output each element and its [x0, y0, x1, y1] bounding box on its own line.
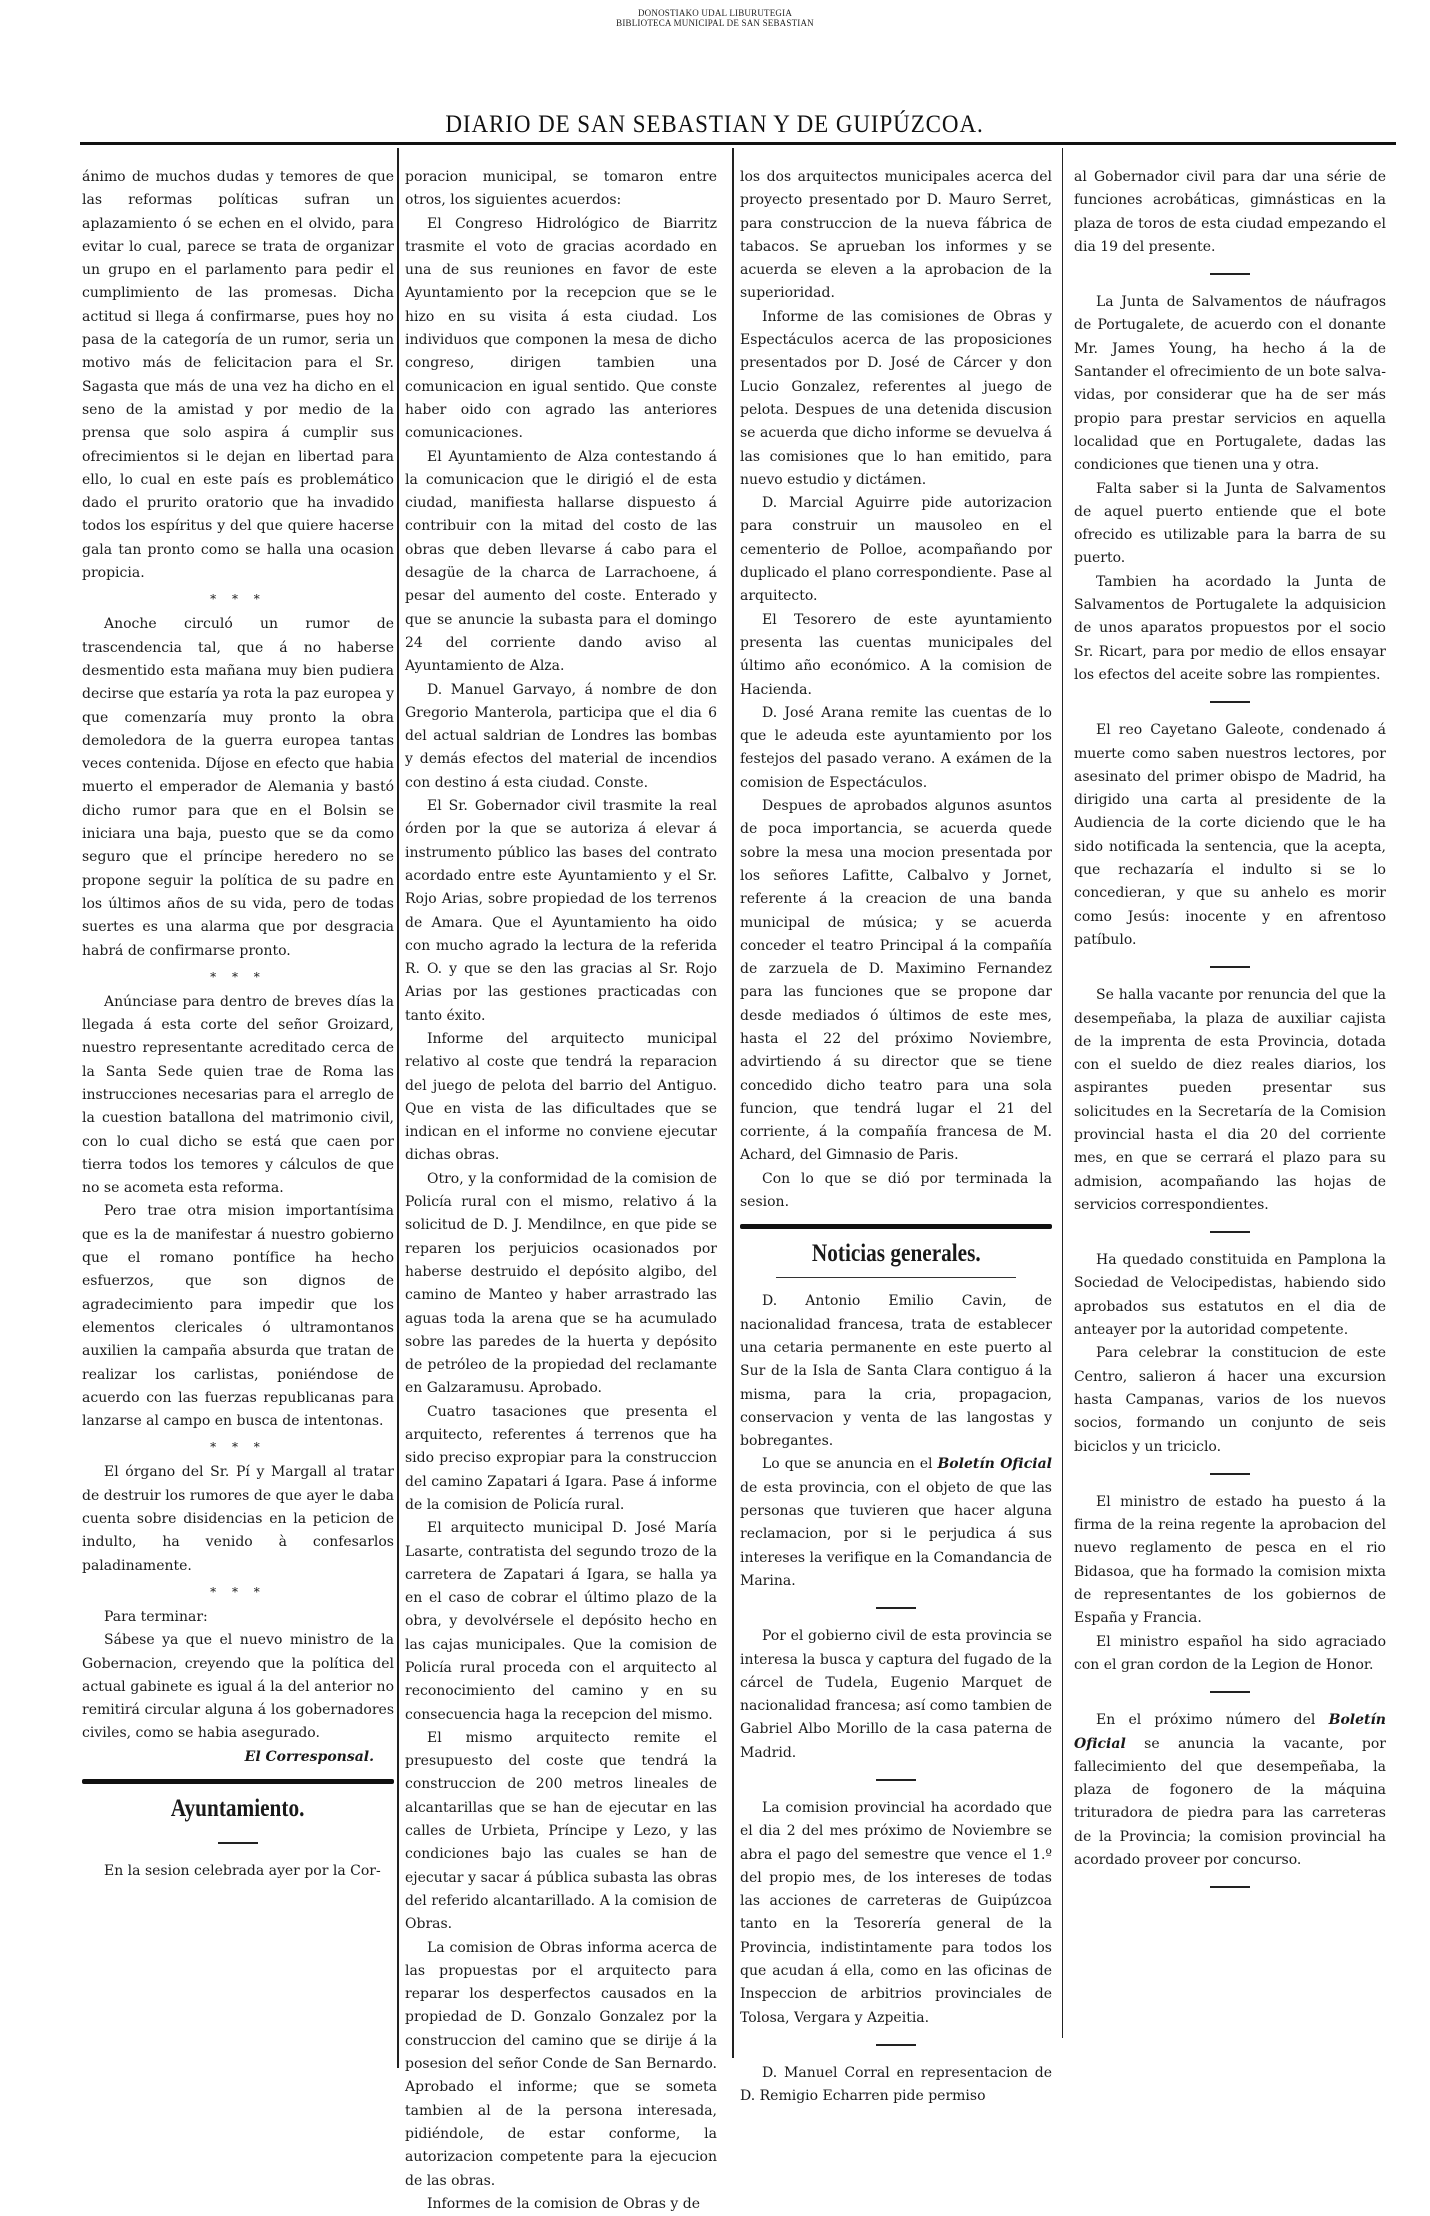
article-paragraph: El órgano del Sr. Pí y Margall al tratar de destruir los rumores de que ayer le daba cuenta sobre disidencias en la peticion de indulto, ha venido à confesarlos paladinamente.: [82, 1464, 394, 1574]
article-paragraph: El Tesorero de este ayuntamiento presenta las cuentas municipales del último año económico. A la comision de Hacienda.: [740, 611, 1052, 698]
masthead-rule: [80, 142, 1396, 145]
short-rule-divider: [1210, 701, 1250, 703]
article-paragraph: D. Marcial Aguirre pide autorizacion para construir un mausoleo en el cementerio de Polloe, acompañando por duplicado el plano correspondiente. Pase al arquitecto.: [740, 495, 1052, 605]
article-paragraph: Ha quedado constituida en Pamplona la Sociedad de Velocipedistas, habiendo sido aprobados sus estatutos en el dia de anteayer por la autoridad competente.: [1074, 1252, 1386, 1339]
article-paragraph: poracion municipal, se tomaron entre otros, los siguientes acuerdos:: [405, 169, 717, 209]
article-paragraph: Por el gobierno civil de esta provincia se interesa la busca y captura del fugado de la cárcel de Tudela, Eugenio Marquet de nacionalidad francesa; así como tambien de Gabriel Albo Morillo de la casa paterna de Madrid.: [740, 1628, 1052, 1761]
article-paragraph: El Congreso Hidrológico de Biarritz trasmite el voto de gracias acordado en una de sus reuniones en favor de este Ayuntamiento por la recepcion que se le hizo en su visita á esta ciudad. Los individuos que componen la mesa de dicho congreso, dirigen tambien una comunicacion en igual sentido. Que conste haber oido con agrado las anteriores comunicaciones.: [405, 215, 717, 442]
column-1: [82, 166, 394, 1883]
article-paragraph: Para terminar:: [104, 1608, 208, 1625]
thin-rule-divider: [776, 1277, 1016, 1278]
short-rule-divider: [1210, 966, 1250, 968]
short-rule-divider: [876, 1607, 916, 1609]
article-paragraph: [1074, 1709, 1386, 1872]
article-paragraph: La Junta de Salvamentos de náufragos de Portugalete, de acuerdo con el donante Mr. James Young, ha hecho á la de Santander el ofrecimiento de un bote salva-vidas, por considerar que ha de ser más propio para prestar servicios en aquella localidad que en Portugalete, dadas las condiciones que tienen una y otra.: [1074, 294, 1386, 474]
article-paragraph: La comision de Obras informa acerca de las propuestas por el arquitecto para reparar los desperfectos causados en la propiedad de D. Gonzalo Gonzalez por la construccion del camino que se dirije á la posesion del señor Conde de San Bernardo. Aprobado el informe; que se someta tambien al de la persona interesada, pidiéndole, de estar conforme, la autorizacion competente para la ejecucion de las obras.: [405, 1939, 717, 2189]
library-stamp-line: BIBLIOTECA MUNICIPAL DE SAN SEBASTIAN: [616, 18, 814, 28]
section-heading: [740, 1235, 1052, 1273]
newspaper-masthead: [0, 111, 1430, 139]
article-paragraph: D. Manuel Garvayo, á nombre de don Gregorio Manterola, participa que el dia 6 del actual saldrian de Londres las bombas y demás efectos del material de incendios con destino á esta ciudad. Conste.: [405, 681, 717, 791]
short-rule-divider: [1210, 1231, 1250, 1233]
short-rule-divider: [1210, 1886, 1250, 1888]
article-paragraph: Informe de las comisiones de Obras y Espectáculos acerca de las proposiciones presentados por D. José de Cárcer y don Lucio Gonzalez, referentes al juego de pelota. Despues de una detenida discusion se acuerda que dicho informe se devuelva á las comisiones que lo han emitido, para nuevo estudio y dictámen.: [740, 308, 1052, 488]
article-paragraph: Otro, y la conformidad de la comision de Policía rural con el mismo, relativo á la solicitud de D. J. Mendilnce, en que pide se reparen los perjuicios ocasionados por haberse destruido el depósito algibo, del camino de Manteo y haber arrastrado las aguas toda la arena que se ha acumulado sobre las paredes de la huerta y depósito de petróleo de la propiedad del reclamante en Galzaramusu. Aprobado.: [405, 1170, 717, 1397]
article-paragraph: Informes de la comision de Obras y de: [427, 2195, 701, 2212]
paragraph-text: de esta provincia, con el objeto de que las personas que tuvieren que hacer alguna reclamacion, por si le perjudica á sus intereses la verifique en la Comandancia de Marina.: [740, 1479, 1052, 1589]
author-signature: El Corresponsal.: [244, 1748, 374, 1765]
short-rule-divider: [218, 1842, 258, 1844]
article-paragraph: El Sr. Gobernador civil trasmite la real órden por la que se autoriza á elevar á instrumento público las bases del contrato acordado entre este Ayuntamiento y el Sr. Rojo Arias, sobre propiedad de los terrenos de Amara. Que el Ayuntamiento ha oido con mucho agrado la lectura de la referida R. O. y que se den las gracias al Sr. Rojo Arias por las gestiones practicadas con tanto éxito.: [405, 798, 717, 1024]
thick-rule-divider: [82, 1779, 394, 1784]
article-paragraph: Informe del arquitecto municipal relativo al coste que tendrá la reparacion del juego de pelota del barrio del Antiguo. Que en vista de las dificultades que se indican en el informe no conviene ejecutar dichas obras.: [405, 1030, 717, 1164]
article-paragraph: El ministro de estado ha puesto á la firma de la reina regente la aprobacion del nuevo reglamento de pesca en el rio Bidasoa, que ha formado la comision mixta de representantes de los gobiernos de España y Francia.: [1074, 1493, 1386, 1627]
article-paragraph: Pero trae otra mision importantísima que es la de manifestar á nuestro gobierno que el romano pontífice ha hecho esfuerzos, que son dignos de agradecimiento para impedir que los elementos clericales ó ultramontanos auxilien la campaña absurda que tratan de realizar los carlistas, poniéndose de acuerdo con las fuerzas republicanas para lanzarse al campo en busca de intentonas.: [82, 1203, 394, 1430]
paragraph-text: Lo que se anuncia en el: [762, 1456, 938, 1473]
column-divider: [397, 148, 399, 2068]
article-paragraph: Anoche circuló un rumor de trascendencia tal, que á no haberse desmentido esta mañana muy bien pudiera decirse que estaría ya rota la paz europea y que comenzaría muy pronto la obra demoledora de la guerra europea tantas veces contenida. Díjose en efecto que habia muerto el emperador de Alemania y bastó dicho rumor para que en el Bolsin se iniciara una baja, puesto que se da como seguro que el príncipe heredero no se propone seguir la política de su padre en los últimos años de su vida, pero de todas suertes es una alarma que por desgracia habrá de confirmarse pronto.: [82, 616, 394, 959]
article-paragraph: los dos arquitectos municipales acerca del proyecto presentado por D. Mauro Serret, para construccion de la nueva fábrica de tabacos. Se aprueban los informes y se acuerda se eleven a la aprobacion de la superioridad.: [740, 169, 1052, 302]
short-rule-divider: [1210, 1473, 1250, 1475]
short-rule-divider: [876, 1779, 916, 1781]
article-paragraph: El Ayuntamiento de Alza contestando á la comunicacion que le dirigió el de esta ciudad, manifiesta hallarse dispuesto á contribuir con la mitad del costo de las obras que deben llevarse á cabo para el desagüe de la charca de Larrachoene, á pesar del aumento del coste. Enterado y que se anuncie la subasta para el domingo 24 del corriente dando aviso al Ayuntamiento de Alza.: [405, 448, 717, 675]
article-paragraph: El ministro español ha sido agraciado con el gran cordon de la Legion de Honor.: [1074, 1633, 1386, 1673]
article-paragraph: Cuatro tasaciones que presenta el arquitecto, referentes á terrenos que ha sido preciso expropiar para la construccion del camino Zapatari á Igara. Pase á informe de la comision de Policía rural.: [405, 1403, 717, 1513]
column-2: [405, 166, 717, 2216]
article-paragraph: Falta saber si la Junta de Salvamentos de aquel puerto entiende que el bote ofrecido es utilizable para la barra de su puerto.: [1074, 480, 1386, 567]
library-stamp-line: DONOSTIAKO UDAL LIBURUTEGIA: [637, 8, 793, 18]
section-separator-asterisks: * * *: [210, 592, 266, 607]
article-paragraph: Con lo que se dió por terminada la sesion.: [740, 1170, 1052, 1211]
article-paragraph: El reo Cayetano Galeote, condenado á muerte como saben nuestros lectores, por asesinato del primer obispo de Madrid, ha dirigido una carta al presidente de la Audiencia de la corte diciendo que le ha sido notificada la sentencia, que la acepta, que rechazaría el indulto si se lo concedieran, y que su anhelo es morir como Jesús: inocente y en afrentoso patíbulo.: [1074, 722, 1386, 948]
library-stamp: [0, 8, 1430, 28]
article-paragraph: Sábese ya que el nuevo ministro de la Gobernacion, creyendo que la política del actual gabinete es igual á la del anterior no remitirá circular alguna á los gobernadores civiles, como se habia asegurado.: [82, 1632, 394, 1742]
article-paragraph: Despues de aprobados algunos asuntos de poca importancia, se acuerda quede sobre la mesa una mocion presentada por los señores Lafitte, Calbalvo y Jornet, referente á la creacion de una banda municipal de música; y se acuerda conceder el teatro Principal á la compañía de zarzuela de D. Maximino Fernandez para las funciones que se propone dar desde mediados ó últimos de este mes, hasta el 22 del próximo Noviembre, advirtiendo á su director que se tiene concedido dicho teatro para una sola funcion, que tendrá lugar el 21 del corriente, á la compañía francesa de M. Achard, del Gimnasio de Paris.: [740, 798, 1052, 1164]
short-rule-divider: [1210, 273, 1250, 275]
publication-name: Boletín Oficial: [937, 1456, 1052, 1473]
section-separator-asterisks: * * *: [210, 1440, 266, 1455]
article-paragraph: ánimo de muchos dudas y temores de que las reformas políticas sufran un aplazamiento ó se echen en el olvido, para evitar lo cual, parece se trata de organizar un grupo en el parlamento para pedir el cumplimiento de las promesas. Dicha actitud si llega á confirmarse, pues hoy no pasa de la categoría de un rumor, seria un motivo más de felicitacion para el Sr. Sagasta que más de una vez ha dicho en el seno de la amistad y por medio de la prensa que solo aspira á cumplir sus ofrecimientos si le dejan en libertad para ello, lo cual en este país es problemático dado el prurito oratorio que ha invadido todos los espíritus y del que quiere hacerse gala tan pronto como se halla una ocasion propicia.: [82, 169, 394, 582]
article-paragraph: D. Antonio Emilio Cavin, de nacionalidad francesa, trata de establecer una cetaria permanente en este puerto al Sur de la Isla de Santa Clara contiguo á la misma, para la cria, propagacion, conservacion y venta de las langostas y bobregantes.: [740, 1293, 1052, 1450]
section-heading: [82, 1790, 394, 1828]
article-paragraph: El arquitecto municipal D. José María Lasarte, contratista del segundo trozo de la carretera de Zapatari á Igara, se halla ya en el caso de cobrar el último plazo de la obra, y devolvérsele el depósito hecho en las cajas municipales. Que la comision de Policía rural proceda con el arquitecto al reconocimiento del camino y en su consecuencia haga la recepcion del mismo.: [405, 1520, 717, 1723]
article-paragraph: Para celebrar la constitucion de este Centro, salieron á hacer una excursion hasta Campanas, varios de los nuevos socios, formando un conjunto de seis biciclos y un triciclo.: [1074, 1345, 1386, 1455]
paragraph-text: En el próximo número del: [1096, 1712, 1329, 1729]
section-separator-asterisks: * * *: [210, 969, 266, 984]
article-paragraph: Tambien ha acordado la Junta de Salvamentos de Portugalete la adquisicion de unos aparatos propuestos por el socio Sr. Ricart, para por medio de ellos ensayar los efectos del aceite sobre las rompientes.: [1074, 573, 1386, 683]
short-rule-divider: [1210, 1691, 1250, 1693]
article-paragraph: [740, 1453, 1052, 1593]
article-paragraph: Se halla vacante por renuncia del que la desempeñaba, la plaza de auxiliar cajista de la imprenta de esta Provincia, dotada con el sueldo de diez reales diarios, los aspirantes pueden presentar sus solicitudes en la Secretaría de la Comision provincial hasta el dia 20 del corriente mes, en que se cerrará el plazo para su admision, acompañando las hojas de servicios correspondientes.: [1074, 987, 1386, 1213]
article-paragraph: El mismo arquitecto remite el presupuesto del coste que tendrá la construccion de 200 metros lineales de alcantarillas que se han de ejecutar en las calles de Urbieta, Príncipe y Lezo, y las condiciones bajo las cuales se han de ejecutar y sacar á pública subasta las obras del referido alcantarillado. A la comision de Obras.: [405, 1729, 717, 1933]
masthead-title: DIARIO DE SAN SEBASTIAN Y DE GUIPÚZCOA.: [445, 111, 985, 138]
column-4: [1074, 166, 1386, 1904]
thick-rule-divider: [740, 1224, 1052, 1229]
column-3: [740, 166, 1052, 2109]
article-paragraph: En la sesion celebrada ayer por la Cor-: [104, 1863, 381, 1879]
article-paragraph: Anúnciase para dentro de breves días la llegada á esta corte del señor Groizard, nuestro representante acreditado cerca de la Santa Sede quien trae de Roma las instrucciones necesarias para el arreglo de la cuestion batallona del matrimonio civil, con lo cual dicho se está que caen por tierra todos los temores y cálculos de que no se acometa esta reforma.: [82, 993, 394, 1197]
article-paragraph: D. José Arana remite las cuentas de lo que le adeuda este ayuntamiento por los festejos del pasado verano. A exámen de la comision de Espectáculos.: [740, 704, 1052, 791]
section-separator-asterisks: * * *: [210, 1584, 266, 1599]
column-divider: [1062, 148, 1063, 2038]
article-paragraph: La comision provincial ha acordado que el dia 2 del mes próximo de Noviembre se abra el pago del semestre que vence el 1.º del propio mes, de los intereses de todas las acciones de carreteras de Guipúzcoa tanto en la Tesorería general de la Provincia, indistintamente para todos los que acudan á ella, como en las oficinas de Inspeccion de arbitrios provinciales de Tolosa, Vergara y Azpeitia.: [740, 1800, 1052, 2026]
publication-name: Boletín Oficial: [1074, 1712, 1386, 1752]
column-divider: [732, 148, 734, 2058]
article-paragraph: al Gobernador civil para dar una série de funciones acrobáticas, gimnásticas en la plaza de toros de esta ciudad empezando el dia 19 del presente.: [1074, 169, 1386, 255]
section-heading-text: Ayuntamiento.: [171, 1795, 305, 1822]
section-heading-text: Noticias generales.: [811, 1240, 981, 1268]
short-rule-divider: [876, 2044, 916, 2046]
article-paragraph: D. Manuel Corral en representacion de D. Remigio Echarren pide permiso: [740, 2064, 1052, 2105]
paragraph-text: se anuncia la vacante, por fallecimiento del que desempeñaba, la plaza de fogonero de la máquina trituradora de piedra para las carreteras de la Provincia; la comision provincial ha acordado proveer por concurso.: [1074, 1735, 1386, 1868]
